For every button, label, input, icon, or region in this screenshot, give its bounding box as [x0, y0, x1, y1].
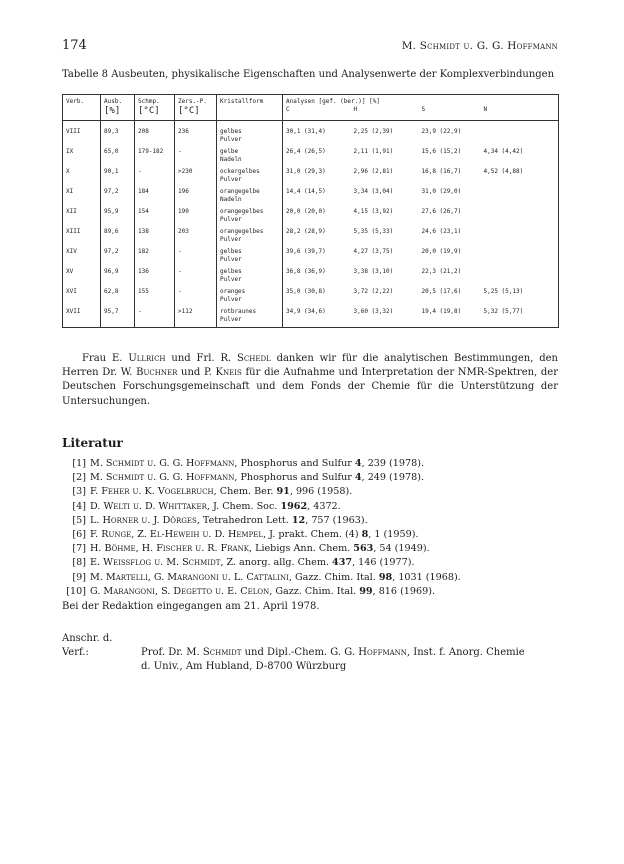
reference-list: [62, 457, 562, 599]
ref-volume: 8: [361, 529, 369, 541]
cell-ausb: 97,2: [101, 247, 135, 267]
ref-authors: M. Schmidt u. G. G. Hoffmann: [90, 472, 235, 484]
header-ausb: Ausb.: [104, 98, 123, 105]
kristallform-line-2: Pulver: [220, 276, 242, 283]
cell-s: 20,5 (17,6): [421, 288, 462, 295]
ref-journal: , Chem. Ber.: [213, 486, 277, 498]
ref-authors: H. Böhme, H. Fischer u. R. Frank: [90, 543, 249, 555]
kristallform-line-1: oranges: [220, 288, 246, 295]
kristallform-line-1: gelbe: [220, 148, 239, 155]
cell-schmp: 182: [135, 247, 175, 267]
ref-journal: , Gazz. Chim. Ital.: [288, 571, 379, 583]
col-kristall: [217, 95, 283, 121]
kristallform-line-2: Pulver: [220, 236, 242, 243]
cell-verb: VIII: [66, 128, 81, 135]
cell-schmp: -: [135, 307, 175, 328]
cell-schmp: 136: [135, 267, 175, 287]
cell-zers: 190: [175, 207, 217, 227]
ref-pages: , 757 (1963).: [305, 514, 368, 526]
reference-item: [62, 528, 562, 542]
ref-number: [4]: [72, 500, 86, 512]
cell-ausb: 62,8: [101, 287, 135, 307]
cell-n: [481, 121, 559, 148]
reference-item: [62, 585, 562, 599]
running-head: M. Schmidt u. G. G. Hoffmann: [401, 40, 558, 52]
col-analysen: [283, 95, 380, 121]
cell-n: 4,34 (4,42): [483, 148, 524, 155]
ref-pages: , 146 (1977).: [352, 557, 415, 569]
kristallform-line-2: Pulver: [220, 136, 242, 143]
ref-journal: , J. prakt. Chem. (4): [263, 529, 362, 541]
cell-zers: >112: [175, 307, 217, 328]
col-zers: [175, 95, 217, 121]
kristallform-line-2: Pulver: [220, 216, 242, 223]
cell-zers: 236: [175, 121, 217, 148]
header-s: S: [421, 106, 426, 113]
table-caption: Tabelle 8 Ausbeuten, physikalische Eigenschaften und Analysenwerte der Komplexverbindungen: [62, 69, 555, 80]
ref-journal: , Liebigs Ann. Chem.: [248, 543, 354, 555]
cell-c: 30,1 (31,4): [283, 121, 351, 148]
ref-authors: M. Martelli, G. Marangoni u. L. Cattalini: [90, 571, 289, 583]
cell-c: 14,4 (14,5): [283, 187, 351, 207]
header-c: C: [286, 106, 290, 113]
address-line-1: [62, 632, 525, 660]
cell-verb: XI: [66, 188, 74, 195]
ref-authors: E. Weissflog u. M. Schmidt: [90, 557, 221, 569]
ref-volume: 91: [276, 486, 290, 498]
ref-number: [6]: [72, 529, 86, 541]
cell-verb: XVI: [66, 288, 77, 295]
cell-c: 26,4 (26,5): [283, 147, 351, 167]
ref-pages: , 816 (1969).: [372, 585, 436, 597]
cell-c: 39,6 (39,7): [283, 247, 351, 267]
ref-journal: , Phosphorus and Sulfur: [234, 472, 355, 484]
cell-n: 5,25 (5,13): [483, 288, 524, 295]
cell-h: 2,96 (2,81): [353, 168, 394, 175]
cell-verb: XII: [66, 208, 77, 215]
author-address: [62, 632, 525, 674]
cell-schmp: 208: [135, 121, 175, 148]
ref-journal: , J. Chem. Soc.: [206, 500, 281, 512]
address-name: Hoffmann: [358, 647, 407, 658]
cell-ausb: 89,6: [101, 227, 135, 247]
kristallform-line-2: Pulver: [220, 256, 242, 263]
ref-pages: , 1031 (1968).: [392, 571, 461, 583]
ack-text: und P.: [177, 367, 216, 379]
cell-c: 34,9 (34,6): [283, 307, 351, 328]
address-text: Prof. Dr. M.: [141, 647, 203, 658]
cell-h: 3,60 (3,32): [353, 308, 394, 315]
ref-number: [1]: [72, 458, 86, 469]
cell-kristallform: [217, 187, 283, 207]
kristallform-line-2: Pulver: [220, 176, 242, 183]
ref-volume: 99: [359, 585, 373, 597]
cell-schmp: 179-182: [135, 147, 175, 167]
cell-schmp: 184: [135, 187, 175, 207]
cell-s: 22,3 (21,2): [421, 268, 462, 275]
ref-authors: G. Marangoni, S. Degetto u. E. Celon: [90, 585, 270, 597]
cell-ausb: 65,0: [101, 147, 135, 167]
ack-name: Schedl: [237, 353, 271, 364]
cell-h: 3,34 (3,04): [353, 188, 394, 195]
cell-h: 2,25 (2,39): [353, 128, 394, 135]
ref-number: [10]: [66, 585, 86, 597]
cell-kristallform: [217, 147, 283, 167]
ref-volume: 563: [353, 543, 374, 555]
cell-verb: IX: [66, 148, 74, 155]
address-text: , Inst. f. Anorg. Chemie: [406, 647, 525, 658]
header-zers-unit: [°C]: [178, 106, 200, 116]
reference-item: [62, 471, 562, 485]
ref-volume: 437: [332, 557, 353, 569]
kristallform-line-2: Nadeln: [220, 196, 242, 203]
cell-ausb: 90,1: [101, 167, 135, 187]
header-verb: Verb.: [66, 98, 85, 105]
cell-n: [481, 247, 559, 267]
cell-n: [481, 227, 559, 247]
cell-h: 4,15 (3,92): [353, 208, 394, 215]
cell-kristallform: [217, 307, 283, 328]
received-date: Bei der Redaktion eingegangen am 21. April 1978.: [62, 601, 320, 612]
cell-n: 5,32 (5,77): [483, 308, 524, 315]
acknowledgement-paragraph: [62, 352, 558, 409]
cell-kristallform: [217, 227, 283, 247]
header-analysen: Analysen [gef. (ber.)] [%]: [286, 98, 380, 105]
table-row: [63, 187, 559, 207]
literature-title: Literatur: [62, 436, 123, 450]
cell-zers: -: [175, 267, 217, 287]
kristallform-line-1: orangegelbes: [220, 208, 264, 215]
ref-number: [3]: [72, 486, 86, 498]
kristallform-line-2: Nadeln: [220, 156, 242, 163]
address-label: Anschr. d. Verf.:: [62, 633, 113, 658]
ref-volume: 1962: [280, 500, 308, 512]
ref-volume: 4: [354, 458, 362, 469]
address-text: und Dipl.-Chem. G. G.: [241, 647, 359, 658]
cell-s: 31,0 (29,0): [421, 188, 462, 195]
cell-s: 16,8 (16,7): [421, 168, 462, 175]
cell-schmp: 154: [135, 207, 175, 227]
ref-pages: , 54 (1949).: [373, 543, 430, 555]
reference-item: [62, 485, 562, 499]
cell-schmp: 155: [135, 287, 175, 307]
kristallform-line-1: ockergelbes: [220, 168, 260, 175]
cell-verb: X: [66, 168, 70, 175]
cell-kristallform: [217, 247, 283, 267]
cell-h: 3,38 (3,10): [353, 268, 394, 275]
header-n: N: [483, 106, 488, 113]
reference-item: [62, 457, 562, 471]
cell-schmp: 138: [135, 227, 175, 247]
ref-pages: , 239 (1978).: [361, 458, 425, 469]
table-row: [63, 207, 559, 227]
ref-volume: 98: [378, 571, 393, 583]
cell-ausb: 95,7: [101, 307, 135, 328]
kristallform-line-2: Pulver: [220, 296, 242, 303]
reference-item: [62, 571, 562, 585]
ref-number: [2]: [72, 472, 86, 484]
data-table-container: [62, 94, 558, 328]
cell-verb: XIII: [66, 228, 81, 235]
ref-authors: M. Schmidt u. G. G. Hoffmann: [90, 458, 235, 469]
cell-zers: -: [175, 147, 217, 167]
ref-volume: 4: [354, 472, 362, 484]
cell-ausb: 95,9: [101, 207, 135, 227]
table-row: [63, 267, 559, 287]
table-header-row: [63, 95, 559, 121]
header-schmp: Schmp.: [138, 98, 160, 105]
ref-pages: , 1 (1959).: [368, 529, 419, 541]
ref-number: [8]: [72, 557, 86, 569]
table-row: [63, 287, 559, 307]
ref-pages: , 996 (1958).: [289, 486, 353, 498]
ack-name: Ullrich: [128, 353, 166, 364]
cell-kristallform: [217, 167, 283, 187]
cell-verb: XIV: [66, 248, 77, 255]
reference-item: [62, 556, 562, 570]
table-body: [63, 121, 559, 328]
kristallform-line-2: Pulver: [220, 316, 242, 323]
page-number: 174: [62, 38, 87, 53]
cell-c: 20,0 (20,0): [283, 207, 351, 227]
reference-item: [62, 542, 562, 556]
cell-verb: XVII: [66, 308, 81, 315]
kristallform-line-1: gelbes: [220, 248, 242, 255]
cell-ausb: 97,2: [101, 187, 135, 207]
ref-journal: , Phosphorus and Sulfur: [234, 458, 355, 469]
col-ausb: [101, 95, 135, 121]
ref-pages: , 249 (1978).: [361, 472, 425, 484]
ref-authors: D. Welti u. D. Whittaker: [90, 500, 207, 512]
kristallform-line-1: orangegelbes: [220, 228, 264, 235]
ref-pages: , 4372.: [307, 500, 341, 512]
cell-schmp: -: [135, 167, 175, 187]
ref-journal: , Tetrahedron Lett.: [196, 514, 292, 526]
cell-c: 36,8 (36,9): [283, 267, 351, 287]
table-row: [63, 121, 559, 148]
cell-h: 4,27 (3,75): [353, 248, 394, 255]
ref-authors: F. Runge, Z. El-Heweih u. D. Hempel: [90, 529, 264, 541]
ref-number: [7]: [72, 543, 86, 555]
cell-verb: XV: [66, 268, 74, 275]
ack-text: danken wir für die analytischen Bestimmungen, den Herren Dr. W.: [62, 353, 558, 379]
cell-ausb: 89,3: [101, 121, 135, 148]
kristallform-line-1: orangegelbe: [220, 188, 260, 195]
ref-authors: L. Horner u. J. Dörges: [90, 514, 197, 526]
cell-kristallform: [217, 287, 283, 307]
table-row: [63, 147, 559, 167]
col-n: [481, 95, 559, 121]
cell-zers: -: [175, 247, 217, 267]
cell-h: 3,72 (2,22): [353, 288, 394, 295]
cell-s: 20,0 (19,9): [421, 248, 462, 255]
ref-journal: , Z. anorg. allg. Chem.: [220, 557, 333, 569]
header-kristall: Kristallform: [220, 98, 264, 105]
ref-authors: F. Feher u. K. Vogelbruch: [90, 486, 214, 498]
cell-ausb: 96,9: [101, 267, 135, 287]
cell-s: 23,9 (22,9): [421, 128, 462, 135]
col-s: [419, 95, 481, 121]
cell-s: 19,4 (19,8): [421, 308, 462, 315]
cell-n: [481, 267, 559, 287]
cell-h: 5,35 (5,33): [353, 228, 394, 235]
reference-item: [62, 514, 562, 528]
ack-name: Buchner: [136, 367, 178, 379]
cell-c: 28,2 (28,9): [283, 227, 351, 247]
cell-c: 31,0 (29,3): [283, 167, 351, 187]
cell-kristallform: [217, 207, 283, 227]
kristallform-line-1: gelbes: [220, 268, 242, 275]
cell-h: 2,11 (1,91): [353, 148, 394, 155]
ack-text: und Frl. R.: [165, 353, 238, 364]
ack-name: Kneis: [215, 367, 242, 379]
cell-zers: >230: [175, 167, 217, 187]
table-row: [63, 227, 559, 247]
col-schmp: [135, 95, 175, 121]
table-row: [63, 247, 559, 267]
ref-volume: 12: [291, 514, 306, 526]
reference-item: [62, 500, 562, 514]
cell-n: [481, 207, 559, 227]
col-verb: [63, 95, 101, 121]
ref-number: [5]: [72, 514, 86, 526]
cell-n: 4,52 (4,88): [483, 168, 524, 175]
ack-text: für die Aufnahme und Interpretation der NMR-Spektren, der Deutschen Forschungsgemeinschaft und dem Fonds der Chemie für die Unterstützung der Untersuchungen.: [62, 367, 558, 407]
header-ausb-unit: [%]: [104, 106, 121, 116]
cell-s: 24,6 (23,1): [421, 228, 462, 235]
cell-s: 15,6 (15,2): [421, 148, 462, 155]
cell-zers: 196: [175, 187, 217, 207]
address-line-2: d. Univ., Am Hubland, D-8700 Würzburg: [141, 661, 347, 672]
table-row: [63, 167, 559, 187]
ref-number: [9]: [72, 571, 86, 583]
table-row: [63, 307, 559, 328]
header-schmp-unit: [°C]: [138, 106, 160, 116]
kristallform-line-1: gelbes: [220, 128, 242, 135]
cell-zers: 203: [175, 227, 217, 247]
cell-n: [481, 187, 559, 207]
kristallform-line-1: rotbraunes: [220, 308, 257, 315]
cell-kristallform: [217, 121, 283, 148]
data-table: [62, 94, 559, 328]
cell-c: 35,0 (30,8): [283, 287, 351, 307]
ref-journal: , Gazz. Chim. Ital.: [269, 585, 360, 597]
header-zers: Zers.-P.: [178, 98, 207, 105]
address-name: Schmidt: [202, 647, 242, 658]
cell-s: 27,6 (26,7): [421, 208, 462, 215]
header-h: H: [353, 106, 358, 113]
cell-zers: -: [175, 287, 217, 307]
ack-text: Frau E.: [82, 353, 129, 364]
cell-kristallform: [217, 267, 283, 287]
